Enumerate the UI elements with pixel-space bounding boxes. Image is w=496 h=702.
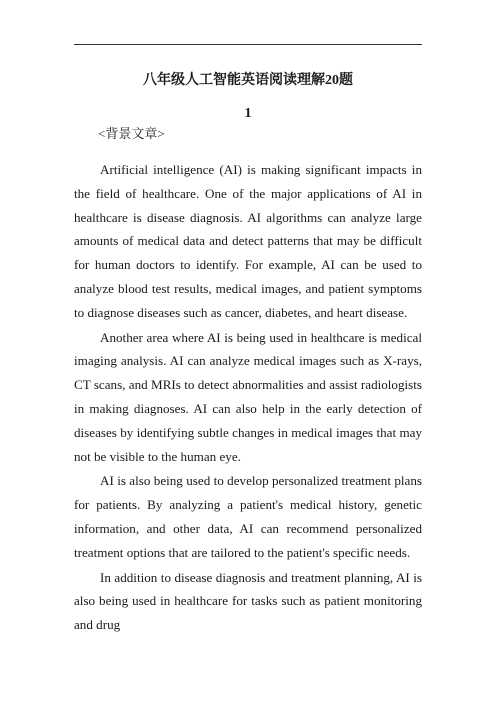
document-title: 八年级人工智能英语阅读理解20题 — [143, 73, 353, 88]
paragraph: AI is also being used to develop personalized treatment plans for patients. By analyzing a patient's medical history, genetic information, and other data, AI can recommend personalized treatment options that are tailored to the patient's specific needs. — [74, 473, 422, 560]
paragraph: Another area where AI is being used in healthcare is medical imaging analysis. AI can analyze medical images such as X-rays, CT scans, and MRIs to detect abnormalities and assist radiologists in making diagnoses. AI can also help in the early detection of diseases by identifying subtle changes in medical images that may not be visible to the human eye. — [74, 329, 422, 464]
article-body — [74, 158, 422, 638]
section-label: <背景文章> — [98, 126, 165, 141]
question-number: 1 — [244, 106, 252, 121]
paragraph: In addition to disease diagnosis and treatment planning, AI is also being used in healthcare for tasks such as patient monitoring and drug — [74, 569, 422, 633]
paragraph: Artificial intelligence (AI) is making significant impacts in the field of healthcare. One of the major applications of AI in healthcare is disease diagnosis. AI algorithms can analyze large amounts of medical data and detect patterns that may be difficult for human doctors to identify. For example, AI can be used to analyze blood test results, medical images, and patient symptoms to diagnose diseases such as cancer, diabetes, and heart disease. — [74, 162, 422, 320]
header-rule — [74, 44, 422, 45]
